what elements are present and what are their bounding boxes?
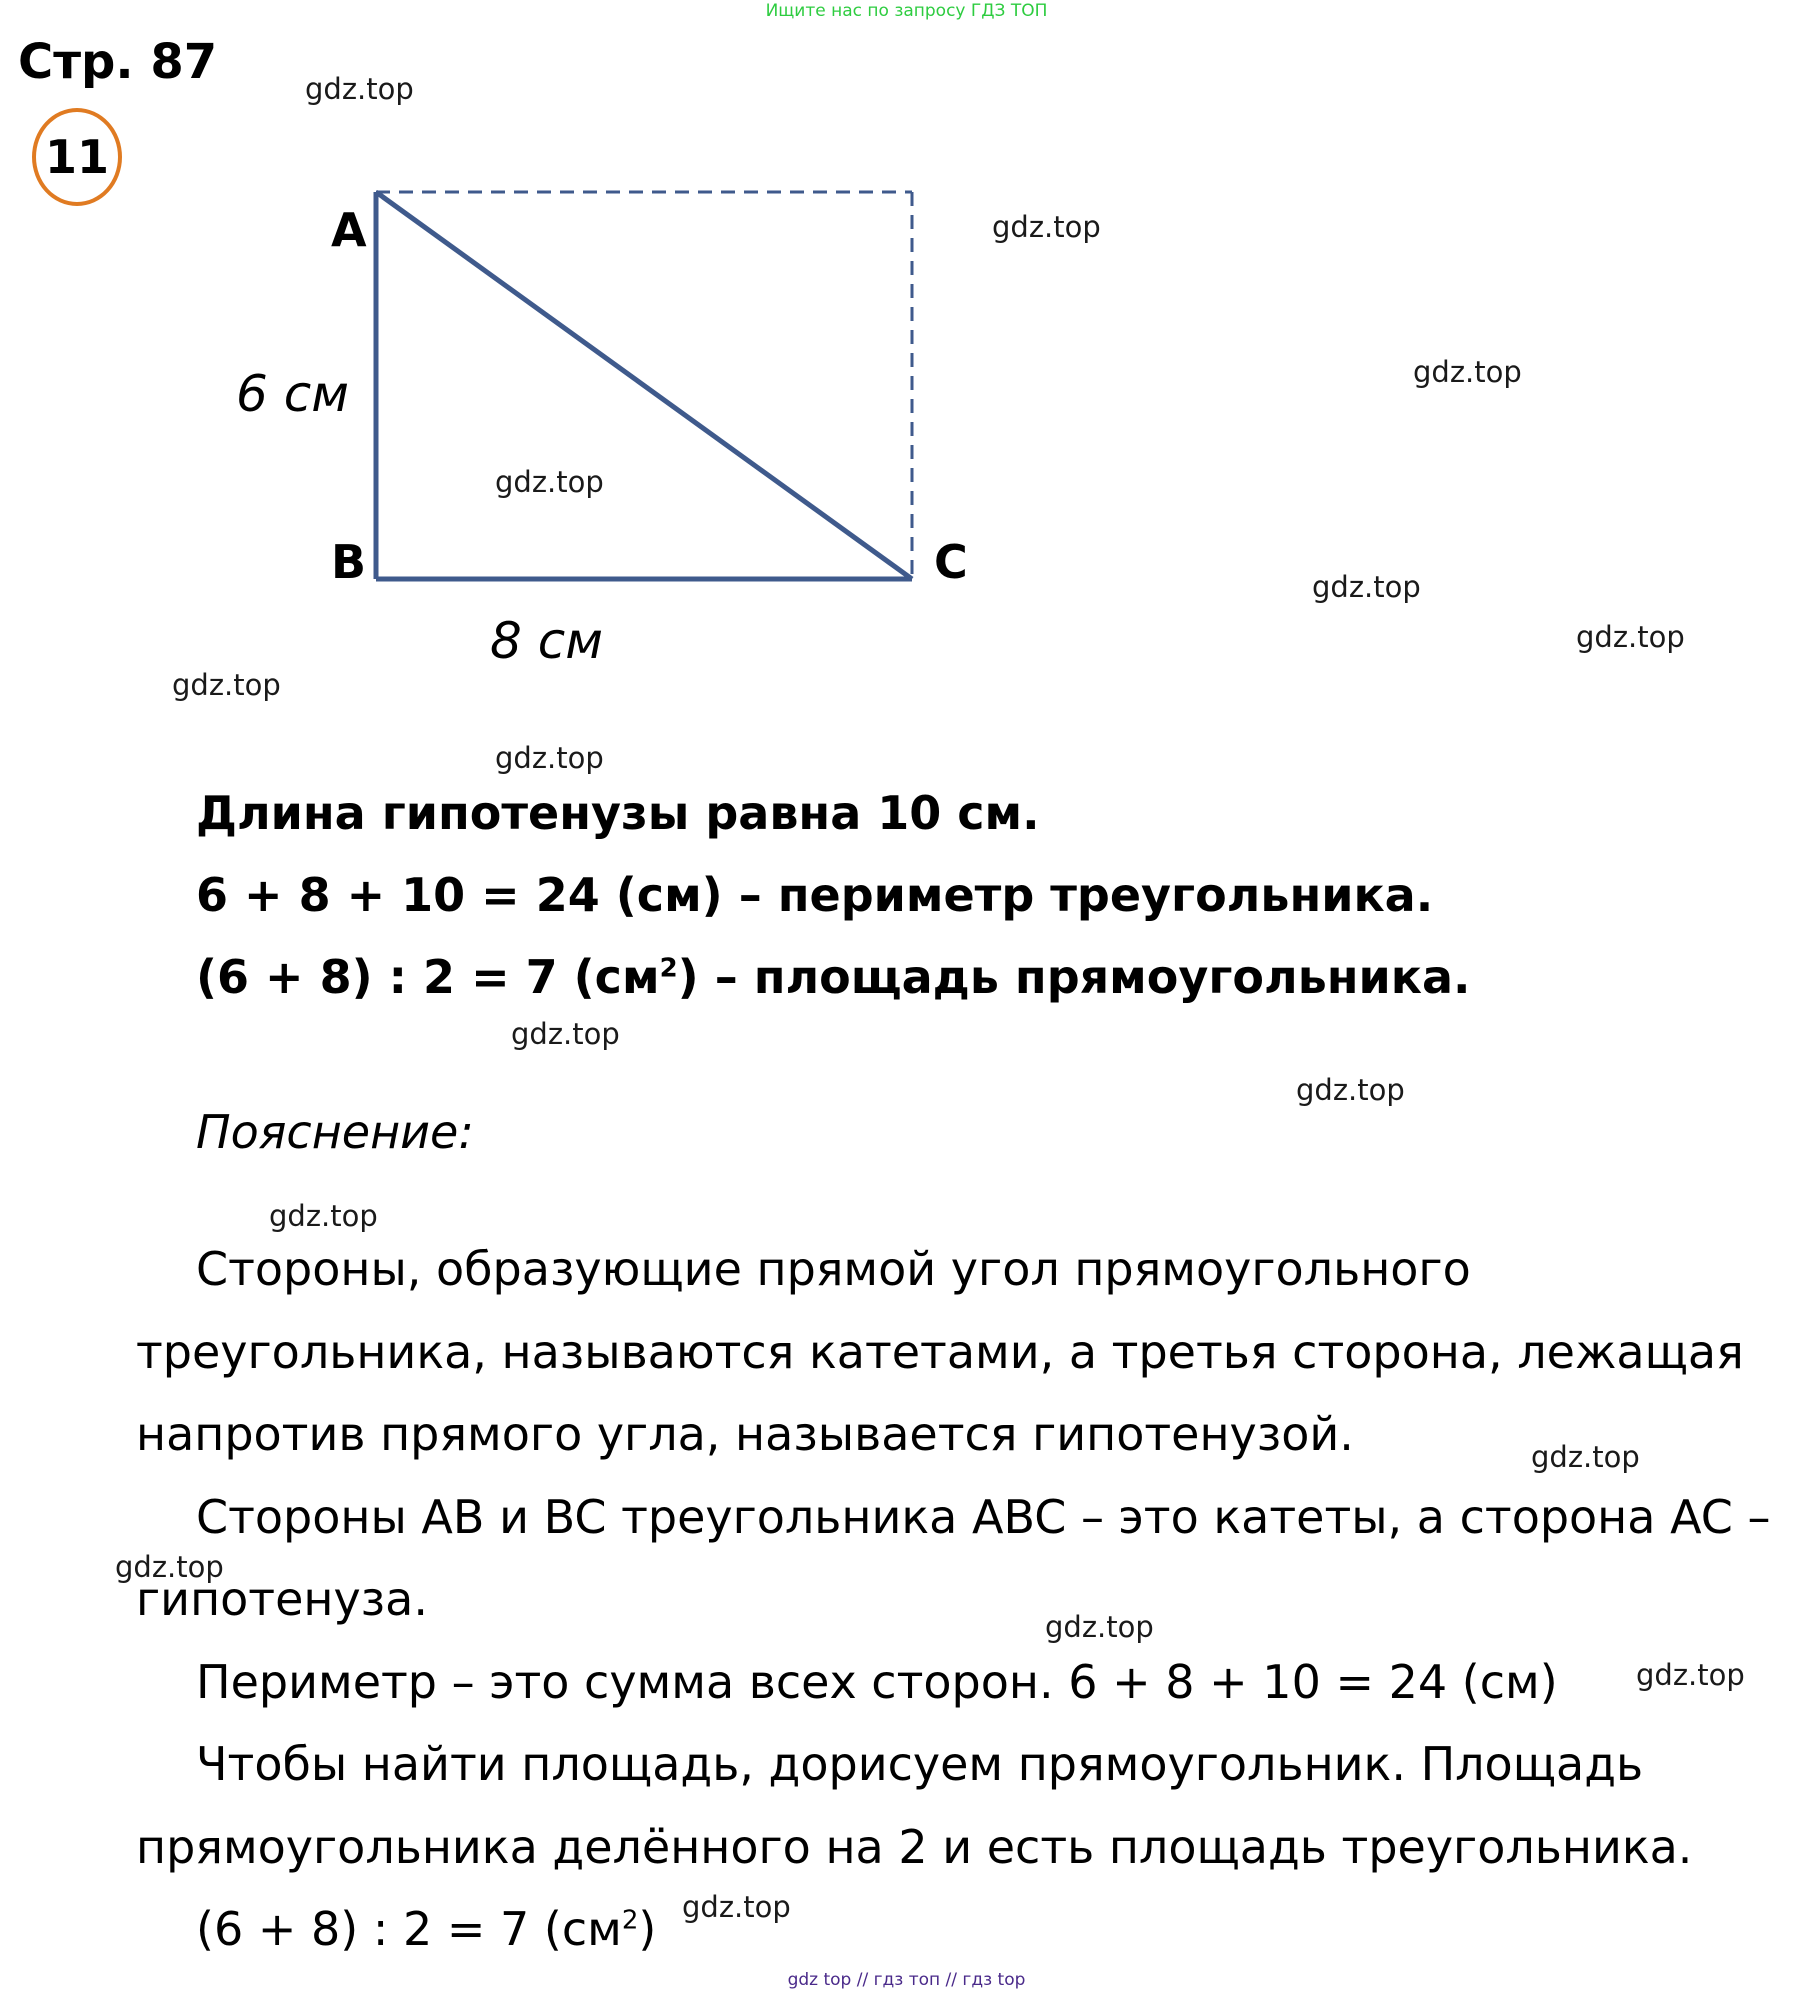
watermark: gdz.top <box>1576 620 1685 654</box>
explanation-line: треугольника, называются катетами, а третья сторона, лежащая <box>136 1325 1744 1379</box>
explanation-title: Пояснение: <box>196 1105 474 1159</box>
watermark: gdz.top <box>992 210 1101 244</box>
vertex-c: C <box>934 535 968 589</box>
hypotenuse-ac <box>376 192 912 579</box>
watermark: gdz.top <box>1413 355 1522 389</box>
watermark: gdz.top <box>115 1550 224 1584</box>
footer-watermark: gdz top // гдз топ // гдз top <box>787 1970 1026 1990</box>
side-ab-label: 6 см <box>236 365 349 423</box>
watermark: gdz.top <box>1312 570 1421 604</box>
side-bc-label: 8 см <box>490 612 603 670</box>
watermark: gdz.top <box>172 668 281 702</box>
watermark: gdz.top <box>511 1017 620 1051</box>
explanation-line: прямоугольника делённого на 2 и есть площадь треугольника. <box>136 1820 1693 1874</box>
explanation-line: гипотенуза. <box>136 1572 428 1626</box>
explanation-line: Периметр – это сумма всех сторон. 6 + 8 + 10 = 24 (см) <box>196 1655 1558 1709</box>
page-label: Стр. 87 <box>18 34 218 90</box>
top-banner: Ищите нас по запросу ГДЗ ТОП <box>765 1 1048 21</box>
vertex-a: A <box>331 203 367 257</box>
vertex-b: B <box>331 535 367 589</box>
watermark: gdz.top <box>1045 1610 1154 1644</box>
explanation-formula: (6 + 8) : 2 = 7 $(см^2)$ <box>196 1902 657 1956</box>
watermark: gdz.top <box>1531 1440 1640 1474</box>
answer-line-3: (6 + 8) : 2 = 7 $(см^2)$ – площадь прямоугольника. <box>196 950 1471 1004</box>
answer-line-2: 6 + 8 + 10 = 24 (см) – периметр треугольника. <box>196 868 1434 922</box>
answer-line-1: Длина гипотенузы равна 10 см. <box>196 786 1040 840</box>
watermark: gdz.top <box>269 1199 378 1233</box>
watermark: gdz.top <box>1636 1658 1745 1692</box>
explanation-line: напротив прямого угла, называется гипотенузой. <box>136 1407 1354 1461</box>
watermark: gdz.top <box>1296 1073 1405 1107</box>
watermark: gdz.top <box>682 1890 791 1924</box>
watermark: gdz.top <box>495 741 604 775</box>
watermark: gdz.top <box>305 72 414 106</box>
task-number: 11 <box>44 130 109 184</box>
explanation-line: Стороны AB и BC треугольника ABC – это катеты, а сторона AC – <box>196 1490 1771 1544</box>
watermark: gdz.top <box>495 465 604 499</box>
explanation-line: Стороны, образующие прямой угол прямоугольного <box>196 1242 1471 1296</box>
explanation-line: Чтобы найти площадь, дорисуем прямоугольник. Площадь <box>196 1737 1644 1791</box>
